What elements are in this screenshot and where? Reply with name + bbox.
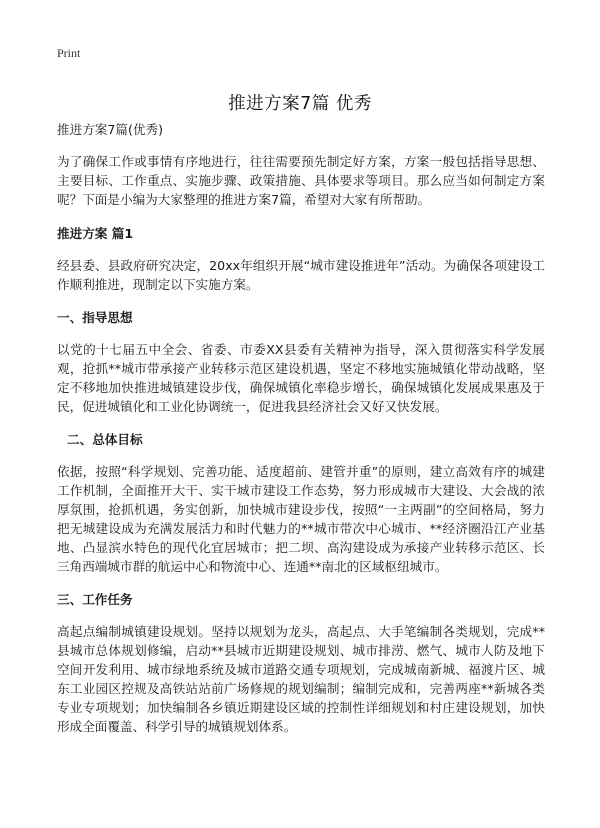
document-content bbox=[57, 120, 545, 736]
print-label[interactable]: Print bbox=[57, 46, 81, 60]
section-heading-work-tasks: 三、工作任务 bbox=[57, 592, 133, 607]
intro-paragraph: 为了确保工作或事情有序地进行，往往需要预先制定好方案，方案一般包括指导思想、主要目标、工作重点、实施步骤、政策措施、具体要求等项目。那么应当如何制定方案呢？下面是小编为大家整理的推进方案7篇，希望对大家有所帮助。 bbox=[57, 154, 545, 207]
page-title: 推进方案7篇 优秀 bbox=[228, 93, 372, 114]
section-body-guiding-ideology: 以党的十七届五中全会、省委、市委XX县委有关精神为指导，深入贯彻落实科学发展观，抢抓**城市带承接产业转移示范区建设机遇，坚定不移地实施城镇化带动战略，坚定不移地加快推进城镇建设步伐，确保城镇化率稳步增长，确保城镇化发展成果惠及于民，促进城镇化和工业化协调统一，促进我县经济社会又好又快发展。 bbox=[57, 342, 545, 414]
article-intro-paragraph: 经县委、县政府研究决定，20xx年组织开展“城市建设推进年”活动。为确保各项建设工作顺利推进，现制定以下实施方案。 bbox=[57, 258, 545, 292]
section-heading-overall-goal: 二、总体目标 bbox=[67, 432, 143, 447]
article-heading: 推进方案 篇1 bbox=[57, 226, 134, 241]
section-body-overall-goal: 依据，按照“科学规划、完善功能、适度超前、建管并重”的原则，建立高效有序的城建工作机制，全面推开大干、实干城市建设工作态势，努力形成城市大建设、大会战的浓厚氛围，抢抓机遇，务实创新，加快城市建设步伐，按照“一主两副”的空间格局，努力把无城建设成为充满发展活力和时代魅力的**城市带次中心城市、**经济圈沿江产业基地、凸显滨水特色的现代化宜居城市；把二坝、高沟建设成为承接产业转移示范区、长三角西端城市群的航运中心和物流中心、连通**南北的区域枢纽城市。 bbox=[57, 464, 545, 574]
section-heading-guiding-ideology: 一、指导思想 bbox=[57, 310, 133, 325]
subtitle: 推进方案7篇(优秀) bbox=[57, 122, 163, 137]
section-body-work-tasks: 高起点编制城镇建设规划。坚持以规划为龙头，高起点、大手笔编制各类规划，完成**县城市总体规划修编，启动**县城市近期建设规划、城市排涝、燃气、城市人防及地下空间开发利用、城市绿地系统及城市道路交通专项规划，完成城南新城、福渡片区、城东工业园区控规及高铁站站前广场修规的规划编制；编制完成和，完善两座**新城各类专业专项规划；加快编制各乡镇近期建设区域的控制性详细规划和村庄建设规划，加快形成全面覆盖、科学引导的城镇规划体系。 bbox=[57, 624, 545, 734]
